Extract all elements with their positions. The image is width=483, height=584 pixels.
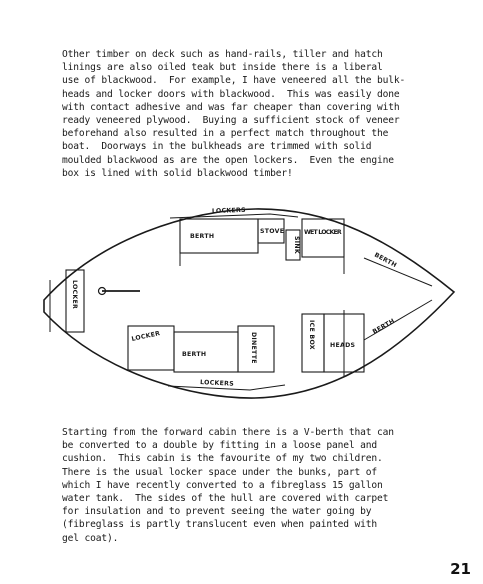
intro-paragraph-line: with contact adhesive and was far cheaper than covering with — [62, 101, 400, 113]
label-berth-bow-upper: BERTH — [373, 251, 398, 270]
intro-paragraph-line: moulded blackwood as are the open lockers. Even the engine — [62, 154, 394, 166]
label-sink: SINK — [293, 236, 300, 254]
intro-paragraph-line: box is lined with solid blackwood timber! — [62, 167, 293, 179]
label-locker-mid: LOCKER — [130, 330, 161, 343]
label-berth-bow-lower: BERTH — [371, 317, 397, 336]
forward-cabin-paragraph — [62, 426, 462, 545]
top-locker-line — [170, 214, 298, 218]
label-lockers-bottom: LOCKERS — [199, 379, 235, 388]
intro-paragraph-line: use of blackwood. For example, I have veneered all the bulk- — [62, 75, 406, 87]
intro-paragraph-line: heads and locker doors with blackwood. This was easily done — [62, 88, 400, 100]
intro-paragraph — [62, 48, 462, 180]
intro-paragraph-line: linings are also oiled teak but inside there is a liberal — [62, 62, 383, 74]
label-stove: STOVE — [260, 228, 285, 235]
forward-cabin-paragraph-line: Starting from the forward cabin there is a V-berth that can — [62, 427, 394, 438]
forward-cabin-paragraph-line: which I have recently converted to a fibreglass 15 gallon — [62, 479, 383, 491]
intro-paragraph-line: Other timber on deck such as hand-rails, tiller and hatch — [62, 49, 383, 60]
cabin-layout-diagram — [40, 200, 460, 410]
forward-cabin-paragraph-line: be converted to a double by fitting in a loose panel and — [62, 440, 378, 452]
intro-paragraph-line: beforehand also resulted in a perfect match throughout the — [62, 128, 389, 140]
wet-locker-shape — [302, 219, 344, 257]
label-dinette: DINETTE — [250, 332, 257, 364]
label-locker-stern: LOCKER — [71, 280, 78, 310]
intro-paragraph-line: ready veneered plywood. Buying a sufficient stock of veneer — [62, 115, 400, 127]
forward-cabin-paragraph-line: for insulation and to prevent seeing the water going by — [62, 506, 372, 518]
label-berth-upper: BERTH — [190, 233, 215, 240]
label-ice-box: ICE BOX — [308, 320, 315, 350]
forward-cabin-paragraph-line: There is the usual locker space under the bunks, part of — [62, 466, 378, 478]
hull-outline — [44, 206, 454, 398]
label-wet-locker: WET LOCKER — [304, 229, 342, 236]
forward-cabin-paragraph-line: water tank. The sides of the hull are covered with carpet — [62, 493, 389, 505]
forward-cabin-paragraph-line: (fibreglass is partly translucent even when painted with — [62, 519, 378, 531]
label-heads: HEADS — [330, 342, 356, 349]
page-number: 21 — [450, 560, 471, 578]
label-berth-lower: BERTH — [182, 351, 207, 358]
forward-cabin-paragraph-line: gel coat). — [62, 532, 119, 544]
intro-paragraph-line: boat. Doorways in the bulkheads are trimmed with solid — [62, 141, 372, 153]
label-lockers-top: LOCKERS — [211, 206, 246, 215]
forward-cabin-paragraph-line: cushion. This cabin is the favourite of my two children. — [62, 453, 383, 465]
